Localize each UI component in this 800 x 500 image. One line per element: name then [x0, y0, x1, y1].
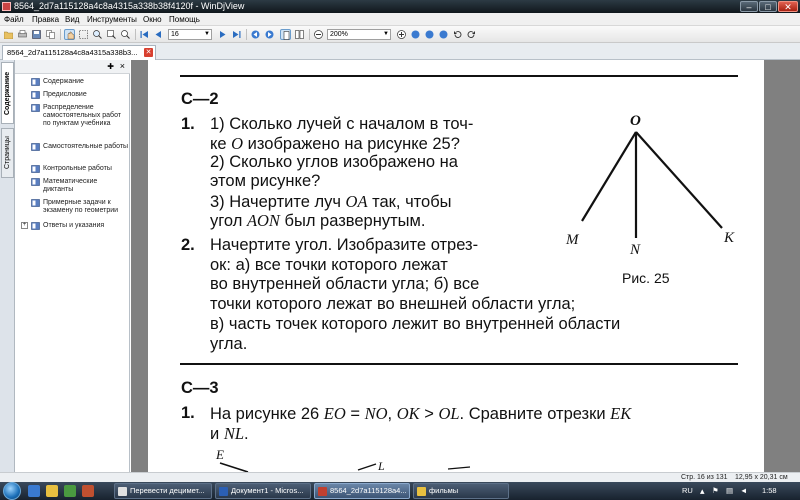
- tree-item-label: Ответы и указания: [43, 222, 105, 229]
- tray-flag-icon[interactable]: ⚑: [712, 486, 719, 495]
- taskbar-button[interactable]: фильмы: [413, 483, 509, 499]
- sidebar-header: [15, 60, 130, 74]
- ray-OM: [582, 132, 636, 221]
- zoom-level-select[interactable]: [327, 29, 391, 40]
- label-E: E: [216, 447, 224, 462]
- ie-icon[interactable]: [28, 485, 40, 497]
- status-bar: [0, 472, 800, 482]
- section-title: С—2: [181, 90, 219, 108]
- title-bar: [0, 0, 800, 13]
- section-title: С—3: [181, 379, 219, 397]
- page-number-input[interactable]: [168, 29, 212, 40]
- zoom-rect-out-icon[interactable]: [106, 29, 117, 40]
- tree-item-label: Содержание: [43, 78, 84, 85]
- text-line: угла.: [210, 335, 248, 353]
- document-tab-strip: [0, 43, 800, 60]
- chevron-down-icon[interactable]: ▼: [204, 31, 210, 37]
- bookmark-icon: [31, 104, 40, 112]
- toolbar-separator: [246, 29, 247, 40]
- menu-help[interactable]: Помощь: [169, 15, 200, 24]
- previous-page-icon[interactable]: [153, 29, 164, 40]
- folder-icon: [417, 487, 426, 496]
- pin-icon[interactable]: ✚: [107, 62, 114, 71]
- rotate-right-icon[interactable]: [466, 29, 477, 40]
- text-line: 3) Начертите луч OA так, чтобы: [210, 192, 452, 211]
- taskbar-button[interactable]: Документ1 - Micros...: [215, 483, 311, 499]
- magnify-icon[interactable]: [120, 29, 131, 40]
- text-line: ке O изображено на рисунке 25?: [210, 134, 460, 153]
- bookmark-icon: [31, 165, 40, 173]
- menu-file[interactable]: Файл: [4, 15, 24, 24]
- text-line: ок: а) все точки которого лежат: [210, 256, 448, 274]
- segment: [448, 467, 470, 469]
- chevron-down-icon[interactable]: ▼: [383, 31, 389, 37]
- toolbar-separator: [309, 29, 310, 40]
- select-tool-icon[interactable]: [78, 29, 89, 40]
- expand-icon[interactable]: +: [22, 222, 27, 228]
- menu-tools[interactable]: Инструменты: [87, 15, 137, 24]
- fit-page-icon[interactable]: [410, 29, 421, 40]
- ray-OK: [636, 132, 722, 228]
- menu-edit[interactable]: Правка: [32, 15, 60, 24]
- print-icon[interactable]: [17, 29, 28, 40]
- taskbar-button-active[interactable]: 8564_2d7a115128a4...: [314, 483, 410, 499]
- taskbar: [0, 482, 800, 500]
- divider-line: [180, 75, 738, 77]
- page-size: 12,95 x 20,31 см: [735, 474, 788, 481]
- actual-size-icon[interactable]: [438, 29, 449, 40]
- problem-number: 1.: [181, 115, 195, 133]
- tree-item-label: Самостоятельные работы: [43, 143, 129, 150]
- zoom-out-icon[interactable]: [313, 29, 324, 40]
- bookmark-icon: [31, 143, 40, 151]
- tab-pages[interactable]: Страницы: [1, 128, 14, 178]
- label-K: K: [724, 230, 735, 246]
- text-line: и NL.: [210, 424, 249, 443]
- side-tabs: [0, 60, 15, 472]
- tree-item-label: Предисловие: [43, 91, 87, 98]
- save-icon[interactable]: [31, 29, 42, 40]
- last-page-icon[interactable]: [231, 29, 242, 40]
- text-line: угол AON был развернутым.: [210, 211, 426, 230]
- label-M: M: [566, 232, 579, 248]
- back-icon[interactable]: [250, 29, 261, 40]
- text-line: 1) Сколько лучей с началом в точ-: [210, 115, 474, 133]
- contents-sidebar: [15, 60, 130, 472]
- document-page[interactable]: [148, 60, 764, 472]
- text-line: во внутренней области угла; б) все: [210, 275, 480, 293]
- menu-view[interactable]: Вид: [65, 15, 80, 24]
- forward-icon[interactable]: [264, 29, 275, 40]
- single-page-icon[interactable]: [280, 29, 291, 40]
- problem-number: 1.: [181, 404, 195, 422]
- toolbar-separator: [60, 29, 61, 40]
- rotate-left-icon[interactable]: [452, 29, 463, 40]
- next-page-icon[interactable]: [217, 29, 228, 40]
- text-line: 2) Сколько углов изображено на: [210, 153, 458, 171]
- text-line: На рисунке 26 EO = NO, OK > OL. Сравните отрезки EK: [210, 404, 632, 423]
- text-line: этом рисунке?: [210, 172, 321, 190]
- volume-icon[interactable]: ◄: [740, 486, 748, 495]
- start-button[interactable]: [3, 482, 21, 500]
- tree-item-label: Контрольные работы: [43, 165, 112, 172]
- taskbar-button[interactable]: Перевести децимет...: [114, 483, 212, 499]
- zoom-rect-icon[interactable]: [92, 29, 103, 40]
- media-icon[interactable]: [64, 485, 76, 497]
- toolbar: [0, 26, 800, 43]
- first-page-icon[interactable]: [139, 29, 150, 40]
- bookmark-icon: [31, 199, 40, 207]
- fit-width-icon[interactable]: [424, 29, 435, 40]
- zoom-level-value: 200%: [330, 31, 348, 38]
- bookmark-icon: [31, 91, 40, 99]
- text-line: в) часть точек которого лежит во внутренней области: [210, 315, 621, 333]
- figure-26-partial: [208, 445, 508, 472]
- close-tab-icon[interactable]: ✕: [145, 49, 152, 56]
- window-icon: [118, 487, 127, 496]
- segment: [358, 464, 376, 470]
- close-button[interactable]: ✕: [778, 1, 798, 12]
- network-icon[interactable]: ▤: [726, 486, 734, 495]
- explorer-icon[interactable]: [46, 485, 58, 497]
- app-icon: [2, 2, 11, 11]
- tree-item-label: Математические диктанты: [43, 178, 98, 193]
- label-O: O: [630, 113, 641, 129]
- close-sidebar-icon[interactable]: ×: [119, 61, 125, 71]
- open-icon[interactable]: [3, 29, 14, 40]
- divider-line: [180, 363, 738, 365]
- menu-window[interactable]: Окно: [143, 15, 162, 24]
- tree-item-label: Распределение самостоятельных работ по пунктам учебника: [43, 104, 122, 127]
- clock[interactable]: 1:58: [762, 486, 777, 495]
- tree-item-label: Примерные задачи к экзамену по геометрии: [43, 199, 119, 214]
- document-tab[interactable]: [2, 45, 156, 60]
- hand-tool-icon[interactable]: [64, 29, 75, 40]
- bookmark-icon: [31, 178, 40, 186]
- text-line: точки которого лежат во внешней области угла;: [210, 295, 576, 313]
- label-N: N: [630, 242, 641, 258]
- windjview-icon: [318, 487, 327, 496]
- bookmark-icon: [31, 78, 40, 86]
- zoom-in-icon[interactable]: [396, 29, 407, 40]
- tab-contents[interactable]: Содержание: [1, 62, 14, 124]
- problem-number: 2.: [181, 236, 195, 254]
- word-icon: [219, 487, 228, 496]
- label-L: L: [378, 459, 385, 472]
- document-tab-label: 8564_2d7a115128a4c8a4315a338b3...: [7, 48, 138, 57]
- figure-25: [558, 108, 758, 283]
- menu-bar: [0, 13, 800, 26]
- copy-icon[interactable]: [45, 29, 56, 40]
- segment: [220, 463, 248, 472]
- tray-arrow-icon[interactable]: ▴: [700, 486, 705, 496]
- maximize-button[interactable]: □: [759, 1, 777, 12]
- page-info: Стр. 16 из 131: [681, 474, 728, 481]
- bookmark-icon: [31, 222, 40, 230]
- text-line: Начертите угол. Изобразите отрез-: [210, 236, 479, 254]
- figure-caption: Рис. 25: [622, 270, 670, 283]
- page-number-value: 16: [171, 31, 179, 38]
- facing-pages-icon[interactable]: [294, 29, 305, 40]
- minimize-button[interactable]: –: [740, 1, 758, 12]
- app-quicklaunch-icon[interactable]: [82, 485, 94, 497]
- language-indicator[interactable]: RU: [682, 486, 693, 495]
- window-title: 8564_2d7a115128a4c8a4315a338b38f4120f - WinDjView: [14, 1, 245, 11]
- toolbar-separator: [135, 29, 136, 40]
